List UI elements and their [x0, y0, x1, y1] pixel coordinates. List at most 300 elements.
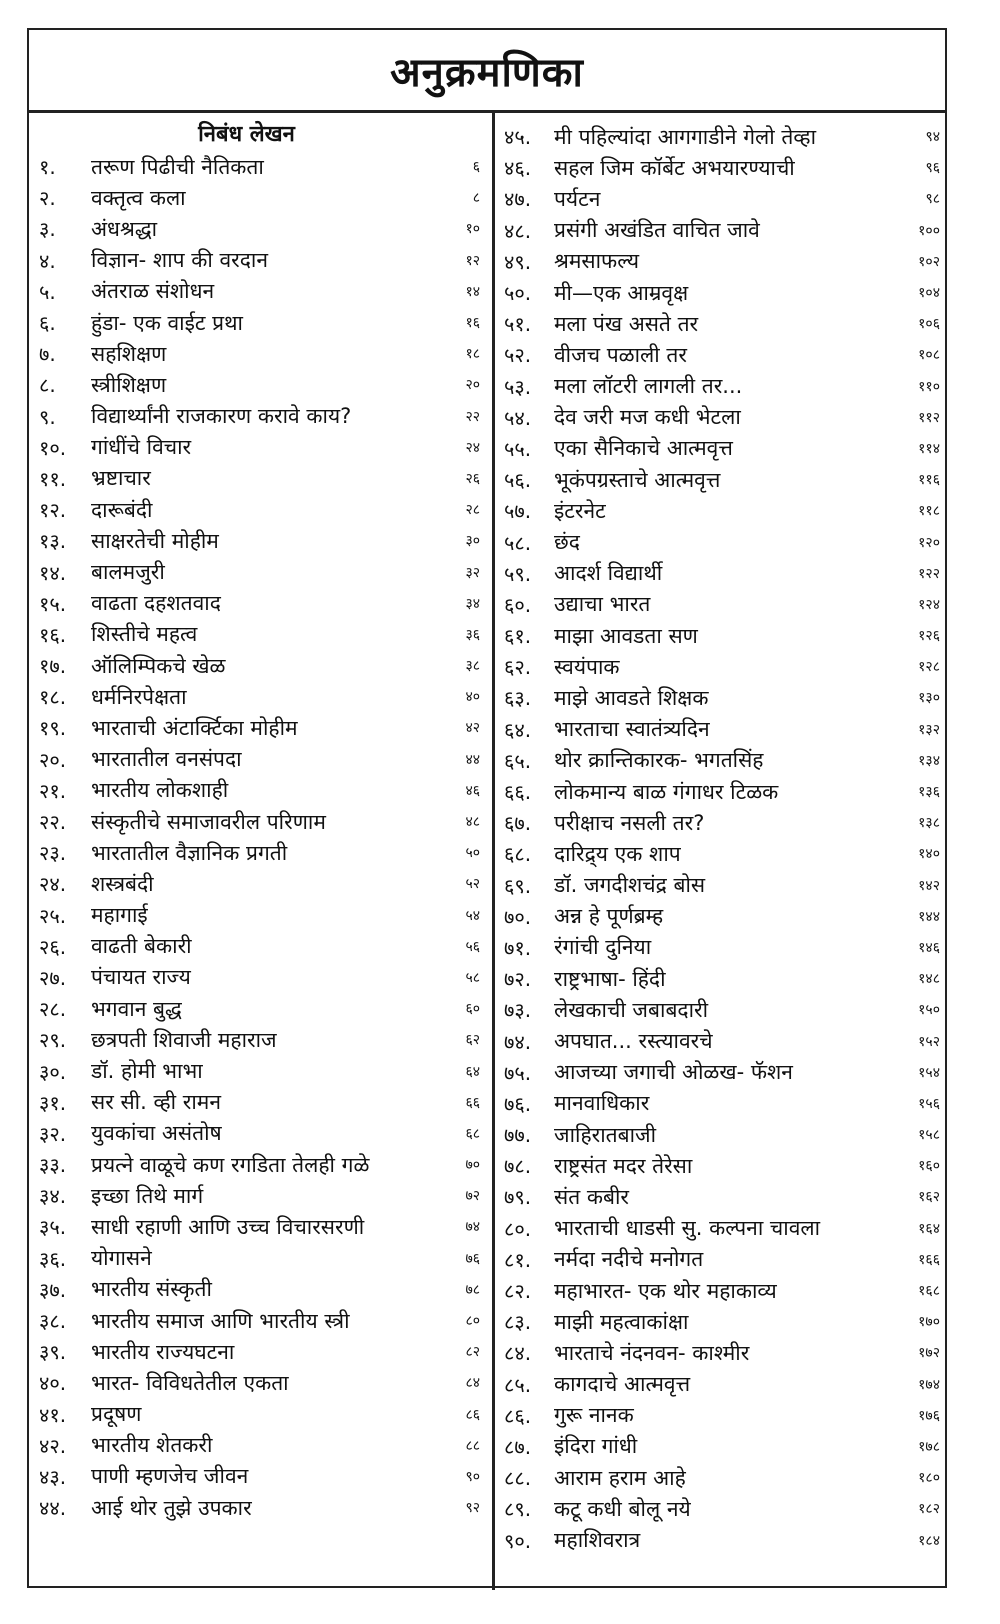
entry-number: ३२.: [39, 1121, 67, 1146]
entry-page-number: ४८: [465, 814, 480, 831]
entry-title: तरूण पिढीची नैतिकता: [91, 154, 264, 179]
entry-page-number: ११०: [918, 378, 940, 395]
entry-number: ४७.: [504, 187, 532, 212]
entry-number: ८४.: [504, 1341, 532, 1366]
entry-page-number: १३०: [918, 690, 940, 707]
index-entry: [39, 681, 484, 712]
index-entry: [504, 963, 944, 994]
index-entry: [39, 837, 484, 868]
index-entry: [504, 901, 944, 932]
entry-title: भारत- विविधतेतील एकता: [91, 1370, 289, 1395]
entry-title: प्रयत्ने वाळूचे कण रगडिता तेलही गळे: [91, 1152, 370, 1177]
entry-page-number: १४६: [918, 939, 940, 956]
entry-title: विज्ञान- शाप की वरदान: [91, 248, 268, 273]
entry-page-number: ८८: [465, 1437, 480, 1454]
index-entry: [504, 1462, 944, 1493]
entry-page-number: ८०: [465, 1313, 480, 1330]
entry-number: २५.: [39, 903, 67, 928]
index-entry: [504, 339, 944, 370]
index-entry: [504, 1493, 944, 1524]
index-entry: [504, 495, 944, 526]
entry-number: ४३.: [39, 1464, 67, 1489]
entry-page-number: ८: [472, 190, 480, 207]
entry-page-number: ४४: [465, 751, 480, 768]
index-entry: [39, 993, 484, 1024]
entry-number: १६.: [39, 622, 67, 647]
index-entry: [504, 464, 944, 495]
index-entry: [39, 1243, 484, 1274]
entry-number: ५२.: [504, 343, 532, 368]
index-entry: [504, 1119, 944, 1150]
entry-number: १५.: [39, 591, 67, 616]
index-entry: [504, 870, 944, 901]
index-entry: [39, 962, 484, 993]
entry-title: इच्छा तिथे मार्ग: [91, 1183, 204, 1208]
entry-title: जाहिरातबाजी: [554, 1122, 657, 1147]
entry-page-number: १७८: [918, 1438, 940, 1455]
index-entry: [504, 1275, 944, 1306]
entry-page-number: १५८: [918, 1127, 940, 1144]
entry-number: ११.: [39, 466, 67, 491]
entry-number: २३.: [39, 841, 67, 866]
entry-page-number: १५६: [918, 1095, 940, 1112]
index-entry: [39, 744, 484, 775]
entry-number: ५१.: [504, 312, 532, 337]
entry-title: संत कबीर: [554, 1184, 629, 1209]
entry-page-number: १०६: [918, 316, 940, 333]
index-entry: [504, 246, 944, 277]
entry-page-number: ६०: [465, 1001, 480, 1018]
entry-page-number: ८२: [465, 1344, 480, 1361]
entry-number: ६८.: [504, 842, 532, 867]
index-entry: [39, 775, 484, 806]
entry-title: भारतीय संस्कृती: [91, 1277, 212, 1302]
entry-number: ६०.: [504, 592, 532, 617]
entry-number: ३७.: [39, 1277, 67, 1302]
entry-page-number: १०८: [918, 347, 940, 364]
entry-page-number: ४०: [465, 689, 480, 706]
entry-number: ८१.: [504, 1247, 532, 1272]
entry-title: डॉ. जगदीशचंद्र बोस: [554, 873, 706, 898]
page-title: अनुक्रमणिका: [390, 49, 584, 96]
entry-title: लोकमान्य बाळ गंगाधर टिळक: [554, 779, 779, 804]
index-entry: [504, 1088, 944, 1119]
entry-page-number: १६६: [918, 1251, 940, 1268]
entry-title: दारूबंदी: [91, 497, 153, 522]
entry-title: सहल जिम कॉर्बेट अभयारण्याची: [554, 155, 795, 180]
index-entry: [504, 433, 944, 464]
entry-page-number: १८४: [918, 1532, 940, 1549]
entry-number: ६५.: [504, 748, 532, 773]
entry-title: कटू कधी बोलू नये: [554, 1496, 691, 1521]
index-entry: [504, 1306, 944, 1337]
entry-number: ८६.: [504, 1403, 532, 1428]
entry-number: १३.: [39, 529, 67, 554]
entry-title: नर्मदा नदीचे मनोगत: [554, 1247, 704, 1272]
entry-number: ८.: [39, 373, 56, 398]
entry-page-number: ७४: [465, 1219, 480, 1236]
entry-title: युवकांचा असंतोष: [91, 1121, 222, 1146]
entry-page-number: १७४: [918, 1376, 940, 1393]
index-entry: [39, 307, 484, 338]
entry-page-number: १३४: [918, 752, 940, 769]
entry-page-number: ९८: [925, 191, 940, 208]
entry-number: ४०.: [39, 1371, 67, 1396]
entry-page-number: ६८: [465, 1125, 480, 1142]
index-entry: [39, 1305, 484, 1336]
entry-title: वीजच पळाली तर: [554, 342, 687, 367]
entry-page-number: ३६: [465, 626, 480, 643]
entry-number: ८२.: [504, 1279, 532, 1304]
entry-title: अन्न हे पूर्णब्रम्ह: [554, 904, 664, 929]
entry-title: भारतीय समाज आणि भारतीय स्त्री: [91, 1308, 350, 1333]
entry-page-number: १५०: [918, 1002, 940, 1019]
entry-page-number: १२६: [918, 628, 940, 645]
index-entry: [504, 1150, 944, 1181]
index-entry: [39, 931, 484, 962]
entry-title: भारतीय लोकशाही: [91, 778, 229, 803]
entry-number: ७५.: [504, 1060, 532, 1085]
index-entry: [504, 1244, 944, 1275]
entry-title: भारताचे नंदनवन- काश्मीर: [554, 1340, 750, 1365]
index-entry: [504, 1369, 944, 1400]
entry-number: ४२.: [39, 1433, 67, 1458]
entry-title: लेखकाची जबाबदारी: [554, 997, 709, 1022]
entry-page-number: ५०: [465, 845, 480, 862]
entry-page-number: १३६: [918, 784, 940, 801]
entry-page-number: २४: [465, 439, 480, 456]
entry-number: ६७.: [504, 811, 532, 836]
entry-title: रंगांची दुनिया: [554, 935, 652, 960]
entry-number: ६२.: [504, 655, 532, 680]
entry-page-number: १०: [465, 221, 480, 238]
index-entry: [39, 1180, 484, 1211]
entry-number: ७३.: [504, 998, 532, 1023]
entry-title: महाशिवरात्र: [554, 1528, 641, 1553]
entry-title: प्रदूषण: [91, 1402, 142, 1427]
index-entry: [504, 215, 944, 246]
entry-number: ८७.: [504, 1434, 532, 1459]
index-entry: [39, 494, 484, 525]
entry-page-number: १२४: [918, 596, 940, 613]
entry-page-number: ४६: [465, 782, 480, 799]
entry-page-number: १२८: [918, 659, 940, 676]
title-bar: [29, 30, 945, 113]
entry-title: दारिद्र्य एक शाप: [554, 841, 681, 866]
entry-page-number: १०४: [918, 285, 940, 302]
entry-title: परीक्षाच नसली तर?: [554, 810, 705, 835]
entry-title: भारताची अंटार्क्टिका मोहीम: [91, 715, 298, 740]
entry-page-number: १४: [465, 283, 480, 300]
entry-title: भगवान बुद्ध: [91, 996, 182, 1021]
index-entry: [39, 151, 484, 182]
entry-title: योगासने: [91, 1246, 152, 1271]
entry-number: ३४.: [39, 1184, 67, 1209]
index-entry: [39, 432, 484, 463]
entry-number: ४९.: [504, 249, 532, 274]
entry-number: ३१.: [39, 1090, 67, 1115]
entry-title: भ्रष्टाचार: [91, 466, 151, 491]
entry-number: ८५.: [504, 1372, 532, 1397]
index-entry: [39, 712, 484, 743]
right-column: [504, 121, 944, 1556]
index-entry: [39, 1149, 484, 1180]
entry-page-number: ९२: [465, 1500, 480, 1517]
column-divider: [492, 113, 495, 1590]
left-column: [39, 118, 484, 1523]
entry-number: ८३.: [504, 1310, 532, 1335]
index-entry: [39, 1367, 484, 1398]
entry-page-number: १६: [465, 315, 480, 332]
index-entry: [504, 994, 944, 1025]
entry-title: प्रसंगी अखंडित वाचित जावे: [554, 218, 760, 243]
entry-page-number: ११८: [918, 503, 940, 520]
entry-number: ४५.: [504, 125, 532, 150]
entry-title: भारतातील वैज्ञानिक प्रगती: [91, 840, 288, 865]
entry-number: ७१.: [504, 935, 532, 960]
index-entry: [39, 1118, 484, 1149]
entry-title: भारतीय राज्यघटना: [91, 1339, 235, 1364]
index-entry: [39, 401, 484, 432]
entry-page-number: १४८: [918, 971, 940, 988]
entry-title: भारताचा स्वातंत्र्यदिन: [554, 717, 710, 742]
index-entry: [504, 1337, 944, 1368]
entry-number: २१.: [39, 778, 67, 803]
entry-number: ३०.: [39, 1059, 67, 1084]
entry-title: भारतातील वनसंपदा: [91, 747, 242, 772]
entry-page-number: १५४: [918, 1064, 940, 1081]
entry-title: आदर्श विद्यार्थी: [554, 561, 663, 586]
entry-title: बालमजुरी: [91, 560, 165, 585]
index-entry: [39, 619, 484, 650]
entry-page-number: ३४: [465, 595, 480, 612]
entry-number: ७२.: [504, 967, 532, 992]
entry-page-number: २६: [465, 470, 480, 487]
entry-page-number: ७२: [465, 1188, 480, 1205]
entry-number: ६.: [39, 311, 56, 336]
index-entry: [39, 276, 484, 307]
entry-title: पाणी म्हणजेच जीवन: [91, 1464, 249, 1489]
entry-page-number: ८४: [465, 1375, 480, 1392]
entry-page-number: १७२: [918, 1345, 940, 1362]
entry-page-number: १७०: [918, 1314, 940, 1331]
entry-number: ५८.: [504, 530, 532, 555]
entry-page-number: १६०: [918, 1158, 940, 1175]
index-entry: [39, 806, 484, 837]
index-entry: [39, 1024, 484, 1055]
entry-number: ५६.: [504, 468, 532, 493]
entry-number: ५९.: [504, 561, 532, 586]
entry-number: १.: [39, 155, 56, 180]
entry-title: भूकंपग्रस्ताचे आत्मवृत्त: [554, 467, 721, 492]
entry-title: मानवाधिकार: [554, 1091, 650, 1116]
entry-title: वाढता दहशतवाद: [91, 591, 221, 616]
entry-page-number: १८: [465, 346, 480, 363]
entry-title: पंचायत राज्य: [91, 965, 191, 990]
entry-number: ४१.: [39, 1402, 67, 1427]
entry-page-number: ९०: [465, 1468, 480, 1485]
entry-number: ९०.: [504, 1528, 532, 1553]
entry-number: ४६.: [504, 156, 532, 181]
entry-title: राष्ट्रसंत मदर तेरेसा: [554, 1153, 693, 1178]
entry-title: अंधश्रद्धा: [91, 216, 158, 241]
entry-title: उद्याचा भारत: [554, 592, 651, 617]
entry-title: माझा आवडता सण: [554, 623, 698, 648]
entry-number: ५३.: [504, 374, 532, 399]
index-entry: [504, 932, 944, 963]
entry-title: माझे आवडते शिक्षक: [554, 685, 709, 710]
entry-page-number: १४२: [918, 877, 940, 894]
entry-number: ६३.: [504, 686, 532, 711]
entry-number: १९.: [39, 716, 67, 741]
entry-number: ८०.: [504, 1216, 532, 1241]
index-entry: [504, 1025, 944, 1056]
entry-page-number: १५२: [918, 1033, 940, 1050]
entry-page-number: ९४: [925, 129, 940, 146]
entry-page-number: १३८: [918, 815, 940, 832]
entry-title: गांधींचे विचार: [91, 435, 192, 460]
entry-title: सर सी. व्ही रामन: [91, 1090, 222, 1115]
entry-page-number: ८६: [465, 1406, 480, 1423]
entry-number: ३८.: [39, 1309, 67, 1334]
entry-page-number: ३२: [465, 564, 480, 581]
entry-number: २२.: [39, 810, 67, 835]
entry-page-number: १४०: [918, 846, 940, 863]
index-entry: [39, 1274, 484, 1305]
entry-page-number: ५८: [465, 969, 480, 986]
index-entry: [39, 1492, 484, 1523]
index-entry: [504, 714, 944, 745]
entry-number: १८.: [39, 685, 67, 710]
entry-title: मी पहिल्यांदा आगगाडीने गेलो तेव्हा: [554, 124, 817, 149]
index-entry: [39, 1087, 484, 1118]
entry-page-number: १४४: [918, 908, 940, 925]
entry-page-number: १६४: [918, 1220, 940, 1237]
entry-title: छंद: [554, 530, 580, 555]
index-entry: [504, 183, 944, 214]
entry-page-number: १७६: [918, 1407, 940, 1424]
entry-title: डॉ. होमी भाभा: [91, 1059, 203, 1084]
index-entry: [504, 1431, 944, 1462]
entry-number: २८.: [39, 997, 67, 1022]
entry-title: महागाई: [91, 903, 148, 928]
entry-title: भारतीय शेतकरी: [91, 1433, 213, 1458]
entry-page-number: ५६: [465, 938, 480, 955]
entry-page-number: २८: [465, 502, 480, 519]
entry-title: स्त्रीशिक्षण: [91, 372, 167, 397]
index-entry: [39, 338, 484, 369]
entry-title: माझी महत्वाकांक्षा: [554, 1309, 689, 1334]
entry-title: भारताची धाडसी सु. कल्पना चावला: [554, 1216, 821, 1241]
index-entry: [504, 277, 944, 308]
entry-title: अंतराळ संशोधन: [91, 279, 215, 304]
entry-number: ३३.: [39, 1153, 67, 1178]
index-entry: [39, 525, 484, 556]
entry-page-number: ७०: [465, 1157, 480, 1174]
entry-page-number: ३०: [465, 533, 480, 550]
entry-title: मला पंख असते तर: [554, 311, 699, 336]
entry-title: शस्त्रबंदी: [91, 871, 154, 896]
entry-page-number: ७६: [465, 1250, 480, 1267]
entry-number: २७.: [39, 965, 67, 990]
entry-number: ७.: [39, 342, 56, 367]
entry-number: ६९.: [504, 873, 532, 898]
entry-title: मी—एक आम्रवृक्ष: [554, 280, 689, 305]
entry-number: २०.: [39, 747, 67, 772]
index-entry: [504, 371, 944, 402]
index-entry: [504, 807, 944, 838]
index-entry: [39, 556, 484, 587]
entry-title: राष्ट्रभाषा- हिंदी: [554, 966, 666, 991]
entry-page-number: ५२: [465, 876, 480, 893]
entry-title: आजच्या जगाची ओळख- फॅशन: [554, 1060, 793, 1085]
index-entry: [504, 1181, 944, 1212]
entry-number: १४.: [39, 560, 67, 585]
section-heading: निबंध लेखन: [198, 122, 295, 147]
entry-title: देव जरी मज कधी भेटला: [554, 405, 741, 430]
entry-title: हुंडा- एक वाईट प्रथा: [91, 310, 243, 335]
index-entry: [39, 868, 484, 899]
entry-page-number: ६४: [465, 1063, 480, 1080]
index-entry: [504, 526, 944, 557]
index-entry: [39, 1461, 484, 1492]
index-entry: [504, 651, 944, 682]
index-entry: [39, 1211, 484, 1242]
entry-number: ५७.: [504, 499, 532, 524]
entry-title: वक्तृत्व कला: [91, 185, 186, 210]
entry-number: ७४.: [504, 1029, 532, 1054]
entry-page-number: ३८: [465, 658, 480, 675]
entry-title: अपघात... रस्त्यावरचे: [554, 1029, 713, 1054]
index-entry: [504, 121, 944, 152]
entry-title: धर्मनिरपेक्षता: [91, 684, 187, 709]
entry-title: साक्षरतेची मोहीम: [91, 528, 219, 553]
entry-page-number: ११२: [918, 409, 940, 426]
index-entry: [504, 1213, 944, 1244]
entry-page-number: १६२: [918, 1189, 940, 1206]
entry-number: ७९.: [504, 1185, 532, 1210]
entry-number: ५४.: [504, 405, 532, 430]
entry-title: संस्कृतीचे समाजावरील परिणाम: [91, 809, 326, 834]
entry-page-number: १३२: [918, 721, 940, 738]
entry-page-number: ११६: [918, 472, 940, 489]
entry-page-number: २२: [465, 408, 480, 425]
entry-number: १२.: [39, 498, 67, 523]
entry-number: ८९.: [504, 1497, 532, 1522]
entry-number: ४४.: [39, 1496, 67, 1521]
index-entry: [504, 776, 944, 807]
entry-number: ६६.: [504, 780, 532, 805]
entry-title: थोर क्रान्तिकारक- भगतसिंह: [554, 748, 764, 773]
entry-title: मला लॉटरी लागली तर...: [554, 374, 743, 399]
index-entry: [39, 1399, 484, 1430]
index-entry: [39, 182, 484, 213]
entry-title: इंटरनेट: [554, 498, 606, 523]
entry-number: ३६.: [39, 1246, 67, 1271]
entry-title: पर्यटन: [554, 186, 601, 211]
entry-title: गुरू नानक: [554, 1403, 634, 1428]
index-entry: [39, 1055, 484, 1086]
entry-number: ५५.: [504, 436, 532, 461]
entry-number: ३५.: [39, 1215, 67, 1240]
entry-page-number: १२२: [918, 565, 940, 582]
index-entry: [504, 745, 944, 776]
index-entry: [504, 620, 944, 651]
entry-title: श्रमसाफल्य: [554, 249, 640, 274]
entry-title: छत्रपती शिवाजी महाराज: [91, 1027, 277, 1052]
entry-number: ६१.: [504, 624, 532, 649]
entry-number: ९.: [39, 404, 56, 429]
